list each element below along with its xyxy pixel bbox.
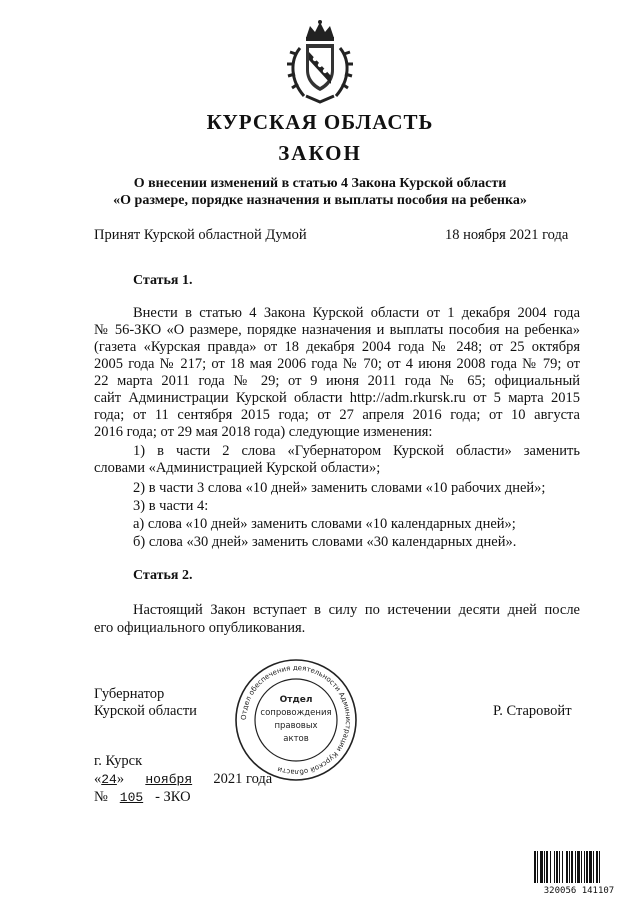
barcode-bar <box>546 851 548 883</box>
barcode-bar <box>544 851 545 883</box>
article-1-item-3: 3) в части 4: <box>133 498 209 514</box>
barcode-bar <box>589 851 592 883</box>
article-1-item-1-line-2: словами «Администрацией Курской области»; <box>94 460 381 476</box>
barcode-bar <box>593 851 594 883</box>
official-stamp <box>233 657 359 783</box>
barcode-bar <box>540 851 543 883</box>
stamp-line-1: Отдел <box>279 695 313 705</box>
adopted-by: Принят Курской областной Думой <box>94 227 307 243</box>
article-1-title: Статья 1. <box>133 273 193 288</box>
article-1-text-line: Внести в статью 4 Закона Курской области от 1 декабря 2004 года <box>133 305 580 321</box>
signatory-position-line-2: Курской области <box>94 703 197 719</box>
date-close-quote: » <box>116 771 125 787</box>
number-sign: № <box>94 789 108 805</box>
stamp-line-3: правовых <box>274 721 318 731</box>
article-1-text-line: 2005 года № 217; от 18 мая 2006 года № 70; от 4 июня 2008 года № 79; от <box>94 356 580 372</box>
article-1-text-line: (газета «Курская правда» от 18 декабря 2004 года № 248; от 25 октября <box>94 339 580 355</box>
barcode-bar <box>581 851 582 883</box>
article-1-text-line: 2016 года; от 29 мая 2018 года) следующие изменения: <box>94 424 433 440</box>
stamp-line-4: актов <box>283 734 309 744</box>
barcode-bar <box>566 851 568 883</box>
region-heading: КУРСКАЯ ОБЛАСТЬ <box>206 110 434 134</box>
law-number <box>94 789 191 806</box>
barcode-bar <box>550 851 551 883</box>
barcode-bar <box>556 851 558 883</box>
date-year: 2021 года <box>213 771 273 787</box>
adopted-date: 18 ноября 2021 года <box>445 227 569 243</box>
document-type-heading: ЗАКОН <box>278 141 362 165</box>
barcode-bar <box>554 851 555 883</box>
article-2-text-line-1: Настоящий Закон вступает в силу по истечении десяти дней после <box>133 602 580 618</box>
barcode-bar <box>537 851 538 883</box>
barcode-bar <box>577 851 580 883</box>
barcode-bar <box>575 851 576 883</box>
article-1-item-3b: б) слова «30 дней» заменить словами «30 календарных дней». <box>133 534 517 550</box>
number-value: 105 <box>119 790 144 805</box>
barcode-digits: 320056 141107 <box>543 886 615 895</box>
date-month: ноября <box>145 772 193 787</box>
article-1-text-line: сайт Администрации Курской области http://adm.rkursk.ru от 5 марта 2015 <box>94 390 580 406</box>
barcode-bar <box>586 851 588 883</box>
barcode-bar <box>562 851 563 883</box>
article-1-item-3a: а) слова «10 дней» заменить словами «10 календарных дней»; <box>133 516 516 532</box>
coat-of-arms-emblem <box>284 18 356 104</box>
law-subtitle-line-1: О внесении изменений в статью 4 Закона Курской области <box>133 176 507 191</box>
barcode-bar <box>596 851 598 883</box>
barcode-bar <box>559 851 560 883</box>
law-subtitle-line-2: «О размере, порядке назначения и выплаты пособия на ребенка» <box>113 193 527 208</box>
article-1-text-line: № 56-ЗКО «О размере, порядке назначения и выплаты пособия на ребенка» <box>94 322 580 338</box>
article-1-item-2: 2) в части 3 слова «10 дней» заменить словами «10 рабочих дней»; <box>133 480 546 496</box>
stamp-ring-text: Отдел обеспечения деятельности Администрации Курской области <box>239 663 353 777</box>
number-suffix: - ЗКО <box>155 789 191 805</box>
barcode <box>532 849 626 895</box>
barcode-bar <box>571 851 573 883</box>
stamp-line-2: сопровождения <box>260 708 332 718</box>
barcode-bar <box>584 851 585 883</box>
city: г. Курск <box>94 753 143 769</box>
signatory-position-line-1: Губернатор <box>94 686 165 702</box>
signing-date <box>94 771 272 788</box>
barcode-bar <box>534 851 536 883</box>
article-2-text-line-2: его официального опубликования. <box>94 620 306 636</box>
barcode-bar <box>569 851 570 883</box>
article-1-text-line: 22 марта 2011 года № 29; от 9 июня 2011 года № 65; официальный <box>94 373 580 389</box>
barcode-bar <box>599 851 600 883</box>
article-2-title: Статья 2. <box>133 568 193 583</box>
article-1-text-line: года; от 11 сентября 2015 года; от 27 апреля 2016 года; от 10 августа <box>94 407 580 423</box>
signatory-name: Р. Старовойт <box>493 703 572 719</box>
article-1-item-1-line-1: 1) в части 2 слова «Губернатором Курской области» заменить <box>133 443 580 459</box>
date-day: 24 <box>101 772 117 787</box>
date-open-quote: « <box>94 771 102 787</box>
